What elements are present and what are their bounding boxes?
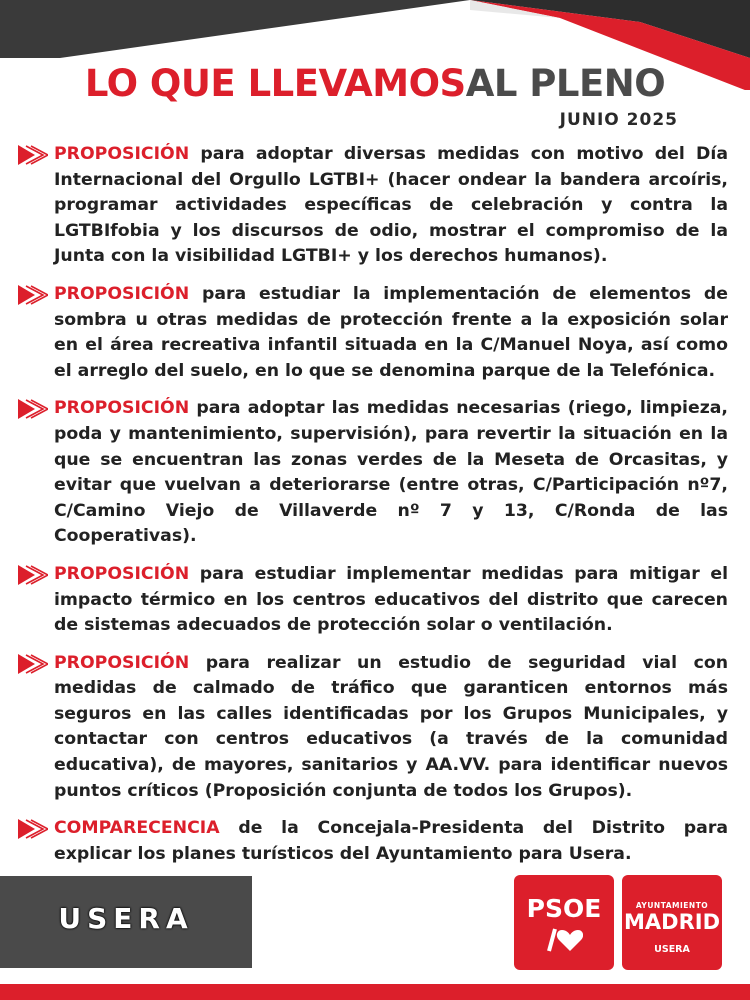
triple-arrow-icon bbox=[18, 819, 48, 839]
madrid-district-label: USERA bbox=[654, 944, 690, 955]
footer-red-stripe bbox=[0, 984, 750, 1000]
item-text: para adoptar las medidas necesarias (riego, limpieza, poda y mantenimiento, supervisión), para revertir la situación en la que se encuentran las zonas verdes de la Meseta de Orcasitas, y evitar que vuelvan a deteriorarse (entre otras, C/Participación nº7, C/Camino Viejo de Villaverde nº 7 y 13, C/Ronda de las Cooperativas). bbox=[54, 398, 728, 547]
item-text: para estudiar implementar medidas para mitigar el impacto térmico en los centros educativos del distrito que carecen de sistemas adecuados de protección solar o ventilación. bbox=[54, 563, 728, 636]
triple-arrow-icon bbox=[18, 399, 48, 419]
title-part-gray: AL PLENO bbox=[465, 62, 666, 105]
item-keyword: PROPOSICIÓN bbox=[54, 283, 190, 304]
proposals-list bbox=[18, 142, 728, 879]
list-item bbox=[18, 282, 728, 384]
list-item bbox=[18, 816, 728, 867]
item-text: para estudiar la implementación de elementos de sombra u otras medidas de protección frente a la exposición solar en el área recreativa infantil situada en la C/Manuel Noya, así como el arreglo del suelo, en lo que se denomina parque de la Telefónica. bbox=[54, 283, 728, 381]
list-item bbox=[18, 651, 728, 805]
item-keyword: PROPOSICIÓN bbox=[54, 563, 190, 584]
triple-arrow-icon bbox=[18, 654, 48, 674]
item-text: para realizar un estudio de seguridad vial con medidas de calmado de tráfico que garanticen entornos más seguros en las calles identificadas por los Grupos Municipales, y contactar con centros educativos (a través de la comunidad educativa), de mayores, sanitarios y AA.VV. para identificar nuevos puntos críticos (Proposición conjunta de todos los Grupos). bbox=[54, 652, 728, 801]
item-keyword: PROPOSICIÓN bbox=[54, 144, 190, 164]
madrid-name: MADRID bbox=[624, 910, 720, 934]
psoe-logo bbox=[514, 875, 614, 970]
madrid-ayuntamiento-label: AYUNTAMIENTO bbox=[635, 901, 709, 910]
page-title bbox=[0, 62, 750, 105]
item-keyword: PROPOSICIÓN bbox=[54, 652, 190, 673]
title-part-red: LO QUE LLEVAMOS bbox=[84, 62, 466, 105]
slash-heart-icon bbox=[547, 925, 583, 953]
list-item bbox=[18, 562, 728, 639]
item-text: de la Concejala-Presidenta del Distrito para explicar los planes turísticos del Ayuntamiento para Usera. bbox=[54, 818, 728, 864]
triple-arrow-icon bbox=[18, 285, 48, 305]
triple-arrow-icon bbox=[18, 145, 48, 165]
page-subtitle: JUNIO 2025 bbox=[559, 110, 678, 130]
list-item bbox=[18, 142, 728, 270]
list-item bbox=[18, 396, 728, 550]
item-keyword: PROPOSICIÓN bbox=[54, 398, 190, 419]
madrid-logo bbox=[622, 875, 722, 970]
psoe-logo-text: PSOE bbox=[526, 894, 602, 923]
triple-arrow-icon bbox=[18, 565, 48, 585]
item-text: para adoptar diversas medidas con motivo del Día Internacional del Orgullo LGTBI+ (hacer ondear la bandera arcoíris, programar actividades específicas de celebración y contra la LGTBIfobia y los discursos de odio, mostrar el compromiso de la Junta con la visibilidad LGTBI+ y los derechos humanos). bbox=[54, 144, 728, 267]
district-name: USERA bbox=[58, 902, 194, 935]
item-keyword: COMPARECENCIA bbox=[54, 818, 220, 839]
